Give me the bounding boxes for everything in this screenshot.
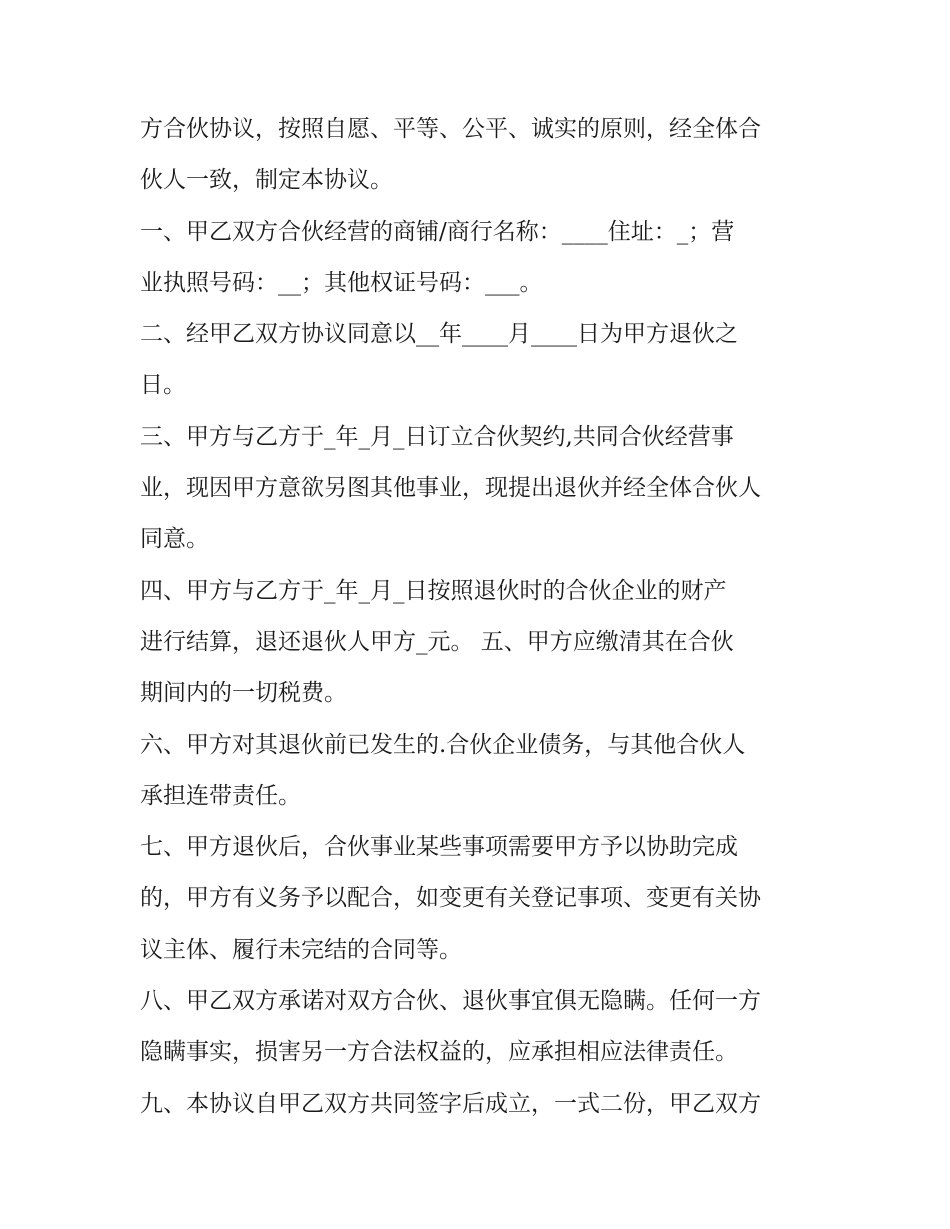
text-line: 期间内的一切税费。	[140, 680, 347, 707]
text-line: 业执照号码：__；其他权证号码：___。	[140, 269, 543, 296]
text-line: 三、甲方与乙方于_年_月_日订立合伙契约,共同合伙经营事	[140, 423, 734, 450]
text-line: 方合伙协议，按照自愿、平等、公平、诚实的原则，经全体合	[140, 116, 761, 142]
text-line: 日。	[140, 372, 186, 399]
text-line: 议主体、履行未完结的合同等。	[140, 936, 462, 963]
text-line: 进行结算，退还退伙人甲方_元。 五、甲方应缴清其在合伙	[140, 628, 734, 655]
text-line: 伙人一致，制定本协议。	[140, 167, 393, 194]
text-line: 二、经甲乙双方协议同意以__年____月____日为甲方退伙之	[140, 321, 738, 348]
text-line: 七、甲方退伙后，合伙事业某些事项需要甲方予以协助完成	[140, 834, 738, 861]
text-line: 业，现因甲方意欲另图其他事业，现提出退伙并经全体合伙人	[140, 475, 761, 502]
text-line: 八、甲乙双方承诺对双方合伙、退伙事宜俱无隐瞒。任何一方	[140, 988, 761, 1015]
text-line: 承担连带责任。	[140, 782, 301, 809]
text-line: 同意。	[140, 526, 209, 553]
text-line: 九、本协议自甲乙双方共同签字后成立，一式二份，甲乙双方	[140, 1090, 761, 1117]
text-line: 隐瞒事实，损害另一方合法权益的，应承担相应法律责任。	[140, 1039, 738, 1066]
agreement-body-text	[140, 104, 820, 1130]
text-line: 的，甲方有义务予以配合，如变更有关登记事项、变更有关协	[140, 885, 761, 912]
text-line: 一、甲乙双方合伙经营的商铺/商行名称：____住址：_；营	[140, 218, 735, 245]
text-line: 四、甲方与乙方于_年_月_日按照退伙时的合伙企业的财产	[140, 577, 727, 604]
text-line: 六、甲方对其退伙前已发生的.合伙企业债务，与其他合伙人	[140, 731, 746, 758]
